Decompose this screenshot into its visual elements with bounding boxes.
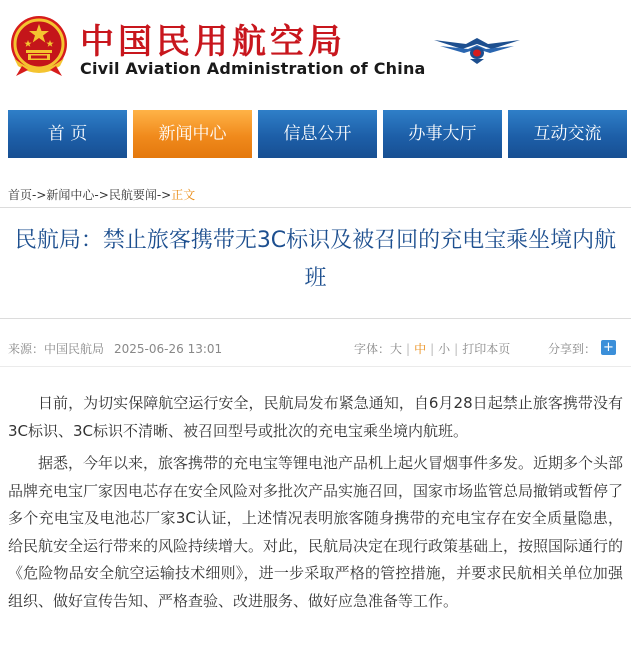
font-size-separator: | xyxy=(430,342,435,356)
article-paragraph: 日前，为切实保障航空运行安全，民航局发布紧急通知，自6月28日起禁止旅客携带没有3C标识、3C标识不清晰、被召回型号或批次的充电宝乘坐境内航班。 xyxy=(8,394,623,440)
site-title-chinese: 中国民用航空局 xyxy=(80,22,346,62)
breadcrumb-separator: -> xyxy=(156,188,172,202)
main-navigation xyxy=(0,110,631,158)
meta-divider xyxy=(0,366,631,367)
breadcrumb-news-link[interactable]: 新闻中心 xyxy=(46,188,95,202)
article-body xyxy=(8,390,623,620)
article-title: 民航局：禁止旅客携带无3C标识及被召回的充电宝乘坐境内航班 xyxy=(14,228,617,291)
nav-item-service-hall[interactable]: 办事大厅 xyxy=(383,110,502,158)
font-size-large[interactable]: 大 xyxy=(390,342,403,356)
nav-item-interaction[interactable]: 互动交流 xyxy=(508,110,627,158)
article-source: 来源：中国民航局 xyxy=(8,342,105,356)
breadcrumb-current: 正文 xyxy=(171,188,196,202)
font-size-switcher xyxy=(354,340,510,357)
article-paragraph: 据悉，今年以来，旅客携带的充电宝等锂电池产品机上起火冒烟事件多发。近期多个头部品牌充电宝厂家因电芯存在安全风险对多批次产品实施召回，国家市场监管总局撤销或暂停了多个充电宝及电池芯厂家3C认证，上述情况表明旅客随身携带的充电宝存在安全质量隐患，给民航安全运行带来的风险持续增大。对此，民航局决定在现行政策基础上，按照国际通行的《危险物品安全航空运输技术细则》，进一步采取严格的管控措施，并要求民航相关单位加强组织、做好宣传告知、严格查验、改进服务、做好应急准备等工作。 xyxy=(8,454,624,610)
breadcrumb-divider xyxy=(0,207,631,208)
breadcrumb-home-link[interactable]: 首页 xyxy=(8,188,33,202)
breadcrumb-section-link[interactable]: 民航要闻 xyxy=(108,188,157,202)
font-size-small[interactable]: 小 xyxy=(438,342,451,356)
breadcrumb xyxy=(8,186,195,203)
title-divider xyxy=(0,318,631,319)
breadcrumb-separator: -> xyxy=(32,188,47,202)
nav-item-home[interactable]: 首 页 xyxy=(8,110,127,158)
caac-wing-logo-icon xyxy=(432,30,522,66)
print-page-link[interactable]: 打印本页 xyxy=(462,342,511,356)
font-size-separator: | xyxy=(406,342,411,356)
font-size-separator: | xyxy=(454,342,459,356)
nav-item-information-disclosure[interactable]: 信息公开 xyxy=(258,110,377,158)
nav-item-news-center[interactable]: 新闻中心 xyxy=(133,110,252,158)
article-meta xyxy=(8,340,222,357)
share-label: 分享到： xyxy=(548,342,597,356)
article-date: 2025-06-26 13:01 xyxy=(114,342,223,356)
national-emblem-icon xyxy=(8,14,70,80)
font-size-label: 字体： xyxy=(354,342,391,356)
breadcrumb-separator: -> xyxy=(94,188,109,202)
site-title-english: Civil Aviation Administration of China xyxy=(80,59,426,78)
share-plus-icon[interactable]: + xyxy=(601,340,616,355)
site-header xyxy=(0,0,631,100)
font-size-medium[interactable]: 中 xyxy=(414,342,427,356)
